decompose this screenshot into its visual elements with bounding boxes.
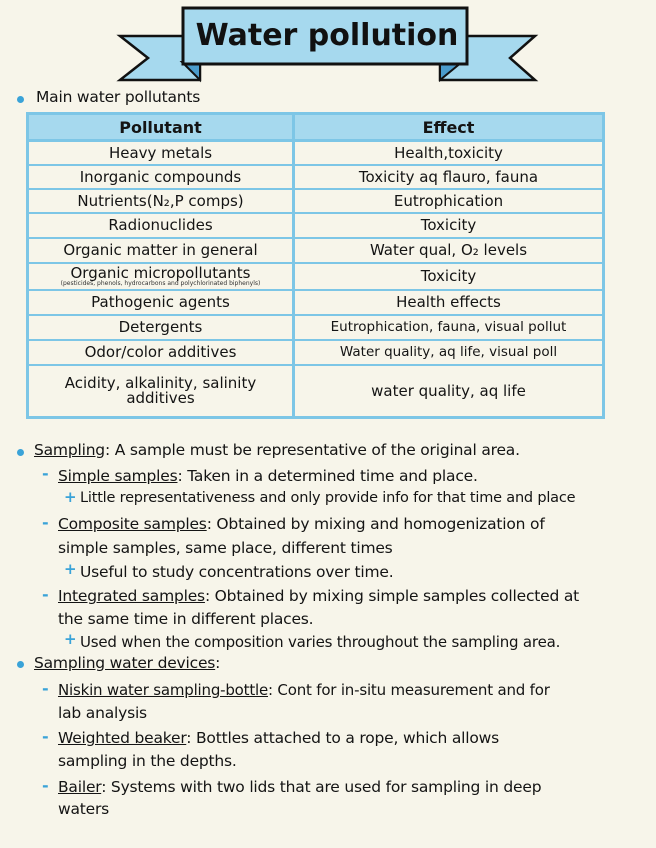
integrated-samples-term: Integrated samples bbox=[58, 587, 205, 605]
column-divider bbox=[292, 115, 295, 416]
dash-icon: - bbox=[42, 776, 49, 795]
effect-cell: Toxicity aq flauro, fauna bbox=[358, 167, 539, 186]
sampling-definition: : A sample must be representative of the original area. bbox=[104, 441, 520, 459]
pollutants-heading: Main water pollutants bbox=[36, 88, 201, 106]
dash-icon: - bbox=[42, 513, 49, 532]
niskin-text-2: lab analysis bbox=[58, 704, 147, 722]
devices-heading-line bbox=[34, 654, 220, 672]
simple-samples-note: Little representativeness and only provide info for that time and place bbox=[80, 490, 576, 506]
table-row bbox=[29, 214, 602, 239]
pollutant-cell: Pathogenic agents bbox=[91, 293, 230, 311]
bailer-text-2: waters bbox=[58, 800, 110, 818]
beaker-term: Weighted beaker bbox=[58, 729, 187, 747]
integrated-samples-text: : Obtained by mixing simple samples collected at bbox=[204, 587, 580, 605]
pollutant-cell: Detergents bbox=[118, 318, 203, 336]
niskin-line bbox=[58, 681, 550, 699]
beaker-line bbox=[58, 729, 499, 747]
simple-samples-text: : Taken in a determined time and place. bbox=[177, 467, 478, 485]
bullet-icon bbox=[17, 96, 24, 103]
bailer-term: Bailer bbox=[58, 778, 102, 796]
niskin-term: Niskin water sampling-bottle bbox=[58, 681, 269, 699]
header-pollutant: Pollutant bbox=[119, 117, 202, 137]
table-row bbox=[29, 190, 602, 214]
pollutant-cell: Odor/color additives bbox=[84, 343, 237, 361]
dash-icon: - bbox=[42, 679, 49, 698]
simple-samples-line bbox=[58, 467, 478, 485]
pollutant-cell: Heavy metals bbox=[108, 143, 213, 162]
page-title: Water pollution bbox=[195, 18, 459, 53]
effect-cell: Eutrophication, fauna, visual pollut bbox=[330, 319, 567, 335]
bailer-text: : Systems with two lids that are used for sampling in deep bbox=[101, 778, 542, 796]
table-row bbox=[29, 239, 602, 264]
table-row bbox=[29, 142, 602, 166]
bullet-icon bbox=[17, 449, 24, 456]
pollutant-cell bbox=[29, 264, 292, 289]
table-row bbox=[29, 166, 602, 190]
effect-cell: Health,toxicity bbox=[394, 143, 503, 162]
effect-cell: water quality, aq life bbox=[371, 381, 526, 400]
table-header-row bbox=[29, 115, 602, 142]
plus-icon: + bbox=[64, 560, 77, 578]
dash-icon: - bbox=[42, 727, 49, 746]
table-row bbox=[29, 316, 602, 341]
table-row bbox=[29, 291, 602, 316]
effect-cell: Water qual, O₂ levels bbox=[369, 241, 528, 259]
plus-icon: + bbox=[64, 630, 77, 648]
integrated-samples-line bbox=[58, 587, 579, 605]
bailer-line bbox=[58, 778, 541, 796]
devices-heading-colon: : bbox=[215, 654, 221, 672]
effect-cell: Health effects bbox=[396, 293, 501, 311]
table-row bbox=[29, 264, 602, 291]
bullet-icon bbox=[17, 661, 24, 668]
effect-cell: Toxicity bbox=[420, 267, 477, 285]
effect-cell: Toxicity bbox=[420, 216, 477, 234]
beaker-text: : Bottles attached to a rope, which allows bbox=[186, 729, 499, 747]
simple-samples-term: Simple samples bbox=[58, 467, 178, 485]
sampling-line bbox=[34, 441, 520, 459]
pollutant-cell: Organic matter in general bbox=[63, 241, 258, 259]
pollutant-cell: Radionuclides bbox=[108, 216, 213, 234]
header-effect: Effect bbox=[422, 117, 475, 137]
pollutants-table bbox=[26, 112, 605, 419]
niskin-text: : Cont for in-situ measurement and for bbox=[268, 681, 550, 699]
plus-icon: + bbox=[64, 488, 77, 506]
composite-samples-text: : Obtained by mixing and homogenization of bbox=[206, 515, 545, 533]
pollutant-label: Organic micropollutants bbox=[70, 264, 251, 282]
table-row bbox=[29, 366, 602, 416]
integrated-samples-text-2: the same time in different places. bbox=[58, 610, 314, 628]
integrated-samples-note: Used when the composition varies throughout the sampling area. bbox=[80, 633, 561, 651]
pollutant-note: (pesticides, phenols, hydrocarbons and polychlorinated biphenyls) bbox=[60, 280, 261, 287]
table-row bbox=[29, 341, 602, 366]
devices-heading: Sampling water devices bbox=[34, 654, 216, 672]
effect-cell: Water quality, aq life, visual poll bbox=[339, 344, 558, 360]
title-banner bbox=[0, 0, 656, 90]
composite-samples-text-2: simple samples, same place, different times bbox=[58, 539, 393, 557]
dash-icon: - bbox=[42, 585, 49, 604]
pollutant-cell: Nutrients(N₂,P comps) bbox=[77, 191, 244, 210]
composite-samples-note: Useful to study concentrations over time. bbox=[80, 563, 394, 581]
pollutant-cell: Acidity, alkalinity, salinity additives bbox=[64, 374, 257, 407]
pollutant-cell: Inorganic compounds bbox=[79, 167, 242, 186]
sampling-term: Sampling bbox=[34, 441, 105, 459]
dash-icon: - bbox=[42, 464, 49, 483]
effect-cell: Eutrophication bbox=[393, 191, 504, 210]
composite-samples-line bbox=[58, 515, 545, 533]
composite-samples-term: Composite samples bbox=[58, 515, 207, 533]
beaker-text-2: sampling in the depths. bbox=[58, 752, 237, 770]
